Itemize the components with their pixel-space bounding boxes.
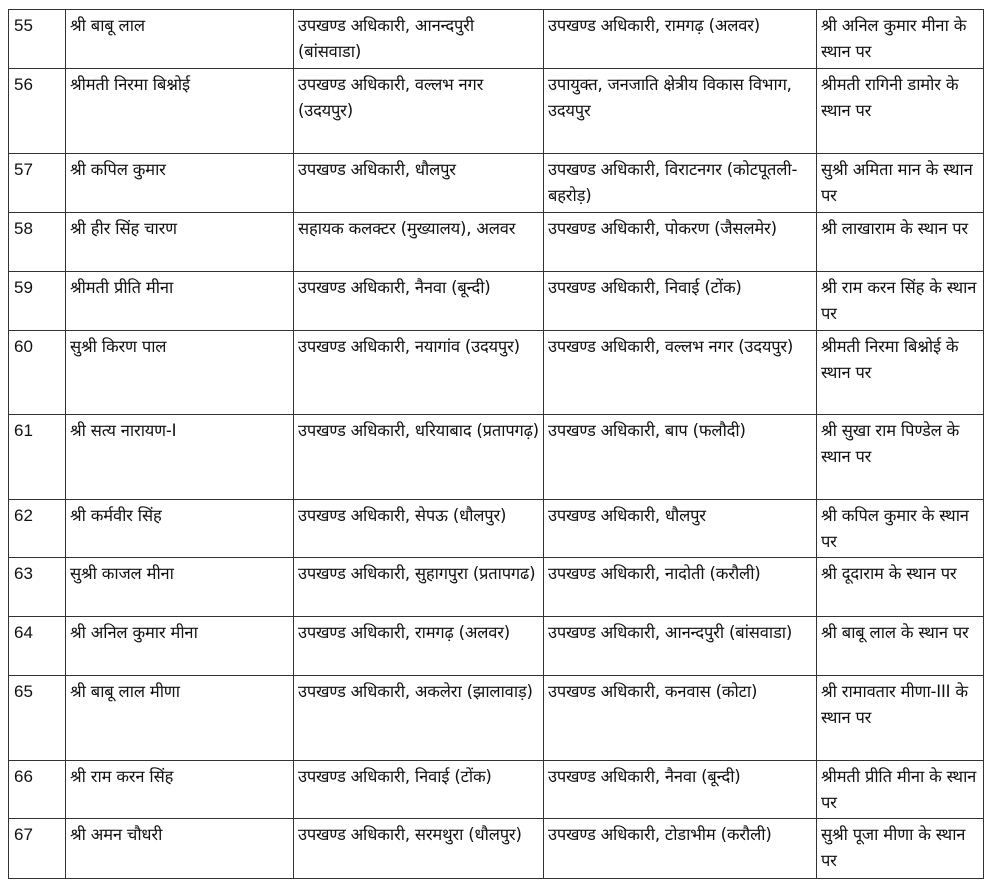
current-posting: उपखण्ड अधिकारी, नैनवा (बून्दी) xyxy=(294,271,544,330)
new-posting: उपायुक्त, जनजाति क्षेत्रीय विकास विभाग, उदयपुर xyxy=(544,68,817,153)
current-posting: उपखण्ड अधिकारी, सेपऊ (धौलपुर) xyxy=(294,500,544,558)
current-posting: उपखण्ड अधिकारी, सुहागपुरा (प्रतापगढ) xyxy=(294,558,544,617)
serial-number: 57 xyxy=(9,154,66,213)
serial-number: 61 xyxy=(9,415,66,500)
table-row xyxy=(9,10,984,69)
current-posting: उपखण्ड अधिकारी, धरियाबाद (प्रतापगढ़) xyxy=(294,415,544,500)
serial-number: 64 xyxy=(9,617,66,676)
current-posting: उपखण्ड अधिकारी, आनन्दपुरी (बांसवाडा) xyxy=(294,10,544,69)
replacement-remark: श्री दूदाराम के स्थान पर xyxy=(817,558,984,617)
serial-number: 59 xyxy=(9,271,66,330)
serial-number: 67 xyxy=(9,819,66,879)
serial-number: 56 xyxy=(9,68,66,153)
replacement-remark: श्रीमती प्रीति मीना के स्थान पर xyxy=(817,761,984,819)
serial-number: 65 xyxy=(9,675,66,760)
officer-name: श्रीमती निरमा बिश्नोई xyxy=(66,68,294,153)
new-posting: उपखण्ड अधिकारी, कनवास (कोटा) xyxy=(544,675,817,760)
new-posting: उपखण्ड अधिकारी, आनन्दपुरी (बांसवाडा) xyxy=(544,617,817,676)
replacement-remark: सुश्री पूजा मीणा के स्थान पर xyxy=(817,819,984,879)
officer-name: श्री कपिल कुमार xyxy=(66,154,294,213)
replacement-remark: श्री कपिल कुमार के स्थान पर xyxy=(817,500,984,558)
table-row xyxy=(9,761,984,819)
current-posting: सहायक कलक्टर (मुख्यालय), अलवर xyxy=(294,213,544,272)
table-row xyxy=(9,675,984,760)
officer-name: श्री अनिल कुमार मीना xyxy=(66,617,294,676)
officer-name: श्री कर्मवीर सिंह xyxy=(66,500,294,558)
officer-name: सुश्री काजल मीना xyxy=(66,558,294,617)
replacement-remark: श्री राम करन सिंह के स्थान पर xyxy=(817,271,984,330)
table-row xyxy=(9,617,984,676)
officer-name: श्री राम करन सिंह xyxy=(66,761,294,819)
serial-number: 66 xyxy=(9,761,66,819)
current-posting: उपखण्ड अधिकारी, अकलेरा (झालावाड़) xyxy=(294,675,544,760)
table-row xyxy=(9,415,984,500)
current-posting: उपखण्ड अधिकारी, वल्लभ नगर (उदयपुर) xyxy=(294,68,544,153)
serial-number: 60 xyxy=(9,330,66,414)
serial-number: 58 xyxy=(9,213,66,272)
replacement-remark: श्री अनिल कुमार मीना के स्थान पर xyxy=(817,10,984,69)
replacement-remark: श्री लाखाराम के स्थान पर xyxy=(817,213,984,272)
replacement-remark: सुश्री अमिता मान के स्थान पर xyxy=(817,154,984,213)
new-posting: उपखण्ड अधिकारी, बाप (फलौदी) xyxy=(544,415,817,500)
current-posting: उपखण्ड अधिकारी, सरमथुरा (धौलपुर) xyxy=(294,819,544,879)
replacement-remark: श्रीमती निरमा बिश्नोई के स्थान पर xyxy=(817,330,984,414)
replacement-remark: श्रीमती रागिनी डामोर के स्थान पर xyxy=(817,68,984,153)
new-posting: उपखण्ड अधिकारी, वल्लभ नगर (उदयपुर) xyxy=(544,330,817,414)
officer-name: सुश्री किरण पाल xyxy=(66,330,294,414)
new-posting: उपखण्ड अधिकारी, पोकरण (जैसलमेर) xyxy=(544,213,817,272)
table-row xyxy=(9,500,984,558)
table-row xyxy=(9,213,984,272)
new-posting: उपखण्ड अधिकारी, टोडाभीम (करौली) xyxy=(544,819,817,879)
replacement-remark: श्री सुखा राम पिण्डेल के स्थान पर xyxy=(817,415,984,500)
officer-name: श्री बाबू लाल मीणा xyxy=(66,675,294,760)
table-row xyxy=(9,558,984,617)
table-row xyxy=(9,154,984,213)
new-posting: उपखण्ड अधिकारी, निवाई (टोंक) xyxy=(544,271,817,330)
officer-name: श्री हीर सिंह चारण xyxy=(66,213,294,272)
serial-number: 55 xyxy=(9,10,66,69)
officer-name: श्री अमन चौधरी xyxy=(66,819,294,879)
officer-name: श्री बाबू लाल xyxy=(66,10,294,69)
table-row xyxy=(9,68,984,153)
current-posting: उपखण्ड अधिकारी, निवाई (टोंक) xyxy=(294,761,544,819)
officer-name: श्री सत्य नारायण-I xyxy=(66,415,294,500)
table-row xyxy=(9,271,984,330)
current-posting: उपखण्ड अधिकारी, नयागांव (उदयपुर) xyxy=(294,330,544,414)
current-posting: उपखण्ड अधिकारी, धौलपुर xyxy=(294,154,544,213)
new-posting: उपखण्ड अधिकारी, रामगढ़ (अलवर) xyxy=(544,10,817,69)
replacement-remark: श्री रामावतार मीणा-III के स्थान पर xyxy=(817,675,984,760)
serial-number: 62 xyxy=(9,500,66,558)
table-row xyxy=(9,330,984,414)
new-posting: उपखण्ड अधिकारी, नादोती (करौली) xyxy=(544,558,817,617)
replacement-remark: श्री बाबू लाल के स्थान पर xyxy=(817,617,984,676)
new-posting: उपखण्ड अधिकारी, नैनवा (बून्दी) xyxy=(544,761,817,819)
current-posting: उपखण्ड अधिकारी, रामगढ़ (अलवर) xyxy=(294,617,544,676)
table-row xyxy=(9,819,984,879)
transfer-order-table xyxy=(8,9,984,879)
new-posting: उपखण्ड अधिकारी, विराटनगर (कोटपूतली-बहरोड़) xyxy=(544,154,817,213)
serial-number: 63 xyxy=(9,558,66,617)
new-posting: उपखण्ड अधिकारी, धौलपुर xyxy=(544,500,817,558)
officer-name: श्रीमती प्रीति मीना xyxy=(66,271,294,330)
